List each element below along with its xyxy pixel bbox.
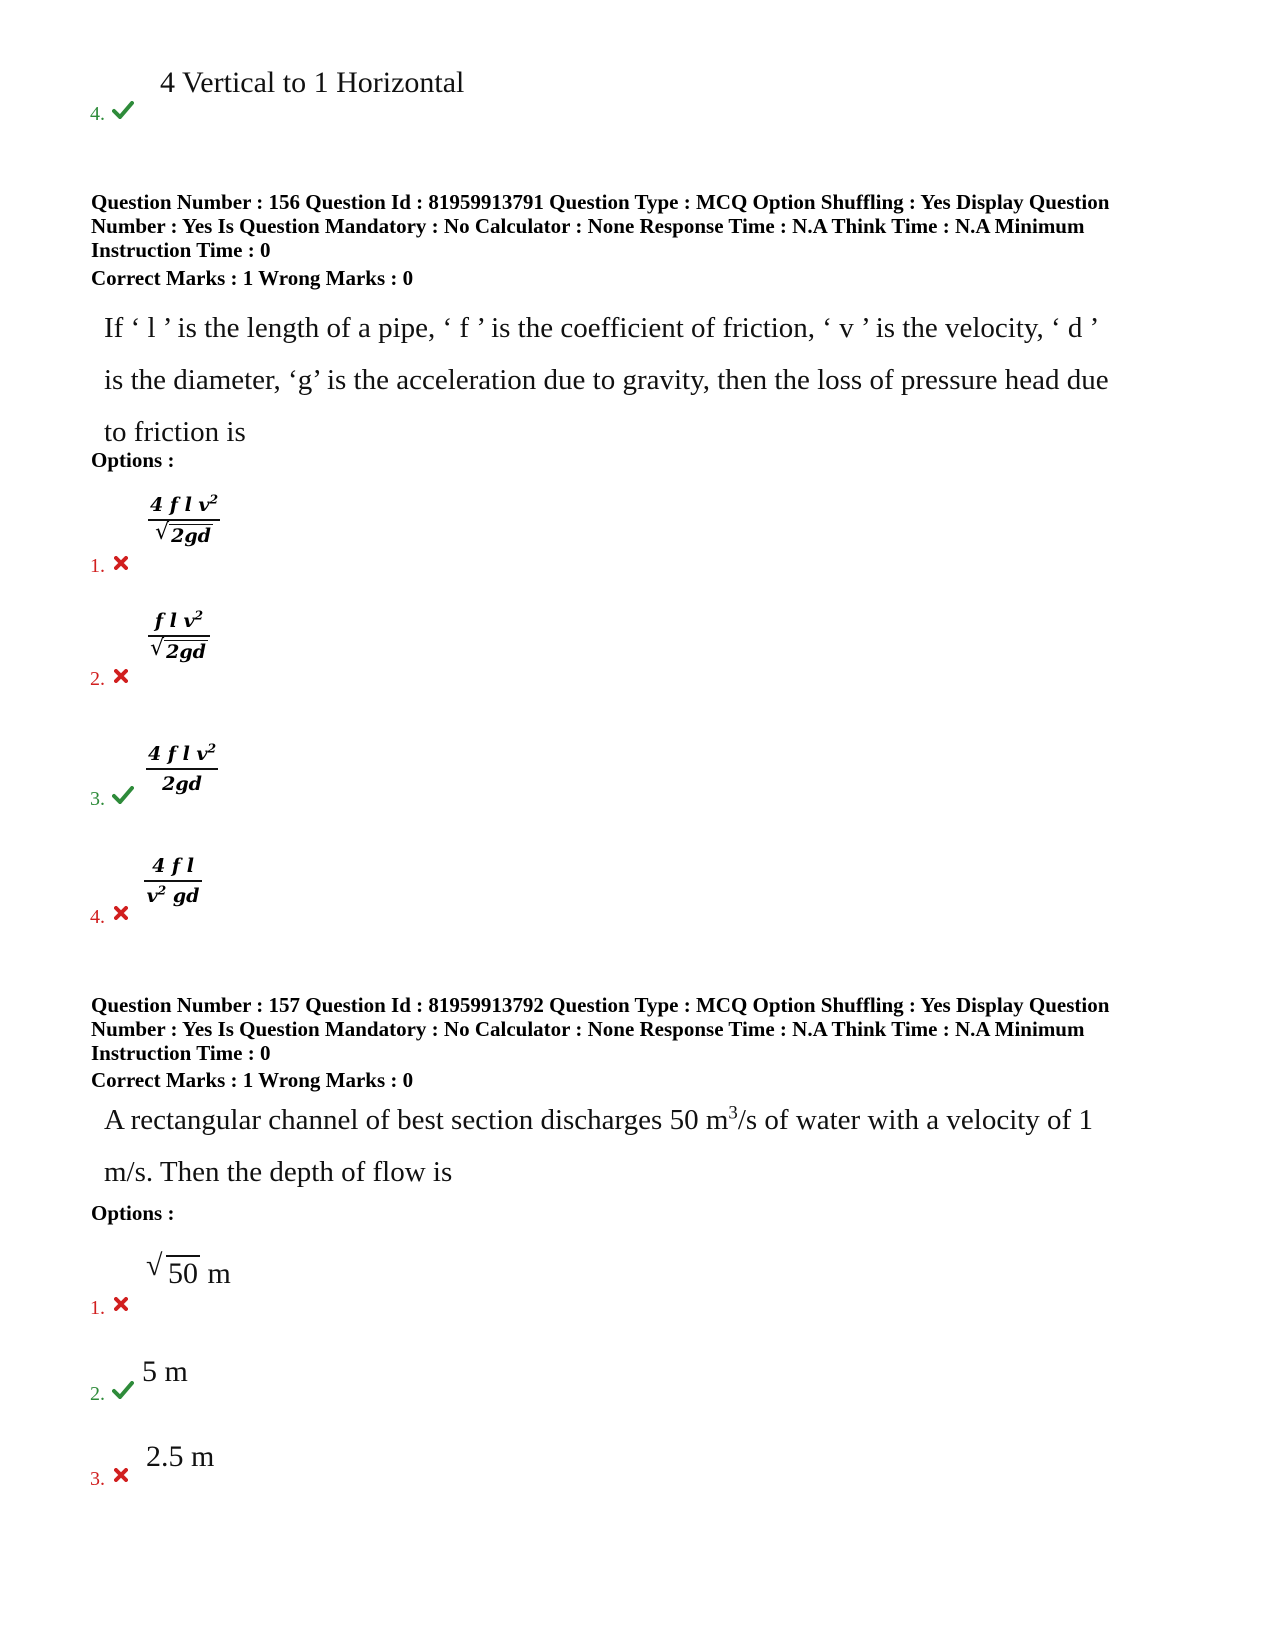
option-number: 2. [90,668,105,690]
question-line: If ‘ l ’ is the length of a pipe, ‘ f ’ is the coefficient of friction, ‘ v ’ is the velocity, ‘ d ’ [104,312,1100,344]
option-text[interactable]: 2.5 m [146,1440,215,1473]
question-meta [91,993,1201,1065]
numerator: 4 f l v [147,743,208,765]
option-number: 3. [90,788,105,810]
cross-icon [114,669,128,683]
question-line: A rectangular channel of best section discharges 50 $m^3/s$ of water with a velocity of 1 [104,1102,1093,1136]
marks-info: Correct Marks : 1 Wrong Marks : 0 [91,266,414,290]
option-formula[interactable] [146,740,218,795]
denominator-rest: gd [166,885,200,907]
question-line: m/s. Then the depth of flow is [104,1156,453,1188]
numerator: 4 f l v [149,494,210,516]
meta-line: Number : Yes Is Question Mandatory : No Calculator : None Response Time : N.A Think Time : N.A Minimum [91,1017,1085,1041]
check-icon [112,101,134,119]
options-label: Options : [91,1201,175,1225]
option-formula[interactable] [144,855,202,907]
exponent: 2 [157,882,167,898]
radicand: 50 [168,1257,198,1290]
denominator: 2gd [171,525,211,547]
meta-line: Instruction Time : 0 [91,1041,271,1065]
cross-icon [114,1297,128,1311]
option-number: 1. [90,555,105,577]
question-text [104,1094,1184,1198]
meta-line: Instruction Time : 0 [91,238,271,262]
check-icon [112,786,134,804]
cross-icon [114,906,128,920]
option-number: 3. [90,1468,105,1490]
exponent: 2 [209,491,219,507]
meta-line: Question Number : 157 Question Id : 81959913792 Question Type : MCQ Option Shuffling : Yes Display Question [91,993,1110,1017]
cross-icon [114,556,128,570]
option-text[interactable]: √ 50 m [146,1249,231,1290]
denominator: 2gd [162,773,202,795]
cross-icon [114,1468,128,1482]
question-meta [91,190,1201,262]
unit: m [200,1257,231,1290]
numerator: 4 f l [152,855,194,877]
question-line: is the diameter, ‘g’ is the acceleration due to gravity, then the loss of pressure head due [104,364,1109,396]
option-number: 1. [90,1297,105,1319]
options-label: Options : [91,448,175,472]
option-text[interactable]: 5 m [142,1355,188,1388]
check-icon [112,1381,134,1399]
denominator-base: v [146,885,158,907]
exponent: 2 [194,607,204,623]
option-formula[interactable]: 4 f l $v^2$ √ 2gd [149,491,219,547]
question-line: to friction is [104,416,246,448]
option-number: 2. [90,1383,105,1405]
option-number: 4. [90,103,105,125]
option-text: 4 Vertical to 1 Horizontal [160,66,465,99]
meta-line: Number : Yes Is Question Mandatory : No Calculator : None Response Time : N.A Think Time : N.A Minimum [91,214,1085,238]
denominator: 2gd [166,641,206,663]
exponent: 2 [207,740,217,756]
numerator: f l v [154,610,195,632]
option-formula[interactable]: f l $v^2$ √ 2gd [148,610,210,663]
meta-line: Question Number : 156 Question Id : 81959913791 Question Type : MCQ Option Shuffling : Yes Display Question [91,190,1110,214]
question-text [104,302,1184,458]
option-number: 4. [90,906,105,928]
marks-info: Correct Marks : 1 Wrong Marks : 0 [91,1068,414,1092]
